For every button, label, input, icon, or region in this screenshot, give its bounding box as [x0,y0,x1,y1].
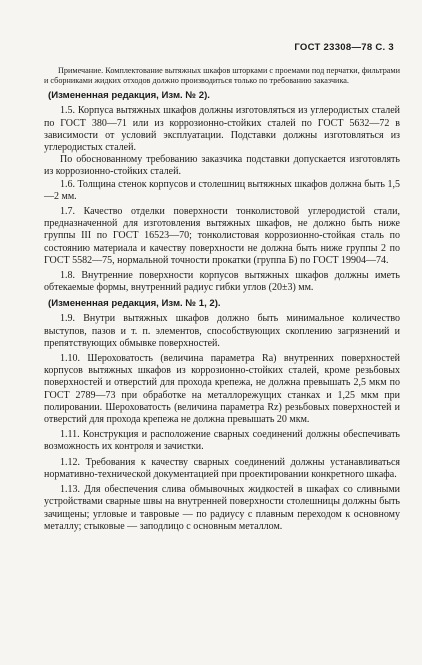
amendment-note-2: (Измененная редакция, Изм. № 1, 2). [48,298,221,310]
clause-1-7: 1.7. Качество отделки поверхности тонколистовой углеродистой стали, предназначенной для изготовления вытяжных шкафов, не должно быть ниже группы III по ГОСТ 16523—70; тонколистовая коррозионно-стойкая сталь по состоянию материала и качеству поверхности не должна быть ниже группы 2 по ГОСТ 5582—75, нормальной точности прокатки (группа Б) по ГОСТ 19904—74. [44,206,400,266]
clause-1-13: 1.13. Для обеспечения слива обмывочных жидкостей в шкафах со сливными устройствами сварные швы на внутренней поверхности столешницы должны быть зачищены; угловые и тавровые — по радиусу с плавным переходом к основному металлу; стыковые — заподлицо с основным металлом. [44,484,400,532]
page-header: ГОСТ 23308—78 С. 3 [294,42,394,53]
document-body [44,66,400,533]
note-paragraph: Примечание. Комплектование вытяжных шкафов шторками с проемами под перчатки, фильтрами и сборниками жидких отходов должно производиться только по требованию заказчика. [44,66,400,86]
amendment-note-1: (Измененная редакция, Изм. № 2). [48,90,210,102]
clause-1-11: 1.11. Конструкция и расположение сварных соединений должны обеспечивать возможность их контроля и зачистки. [44,429,400,453]
clause-1-10: 1.10. Шероховатость (величина параметра Ra) внутренних поверхностей корпусов вытяжных шкафов из коррозионно-стойких сталей, кроме резьбовых поверхностей и отверстий для прохода крепежа, не должна превышать 2,5 мкм по ГОСТ 2789—73 при обработке на металлорежущих станках и 1,25 мкм при полировании. Шероховатость (величина параметра Rz) резьбовых поверхностей и отверстий для прохода крепежа не должна превышать 20 мкм. [44,353,400,426]
clause-1-12: 1.12. Требования к качеству сварных соединений должны устанавливаться нормативно-технической документацией при проектировании конкретного шкафа. [44,456,400,480]
clause-1-9: 1.9. Внутри вытяжных шкафов должно быть минимальное количество выступов, пазов и т. п. элементов, способствующих скоплению загрязнений и препятствующих обмывке поверхностей. [44,313,400,349]
clause-1-5: 1.5. Корпуса вытяжных шкафов должны изготовляться из углеродистых сталей по ГОСТ 380—71 или из коррозионно-стойких сталей по ГОСТ 5632—72 в зависимости от условий эксплуатации. Подставки должны изготовляться из углеродистых сталей. [44,105,400,154]
clause-1-6: 1.6. Толщина стенок корпусов и столешниц вытяжных шкафов должна быть 1,5—2 мм. [44,178,400,202]
clause-1-8: 1.8. Внутренние поверхности корпусов вытяжных шкафов должны иметь обтекаемые формы, внутренний радиус гибки углов (20±3) мм. [44,270,400,294]
clause-1-5-continuation: По обоснованному требованию заказчика подставки допускается изготовлять из коррозионно-стойких сталей. [44,154,400,178]
